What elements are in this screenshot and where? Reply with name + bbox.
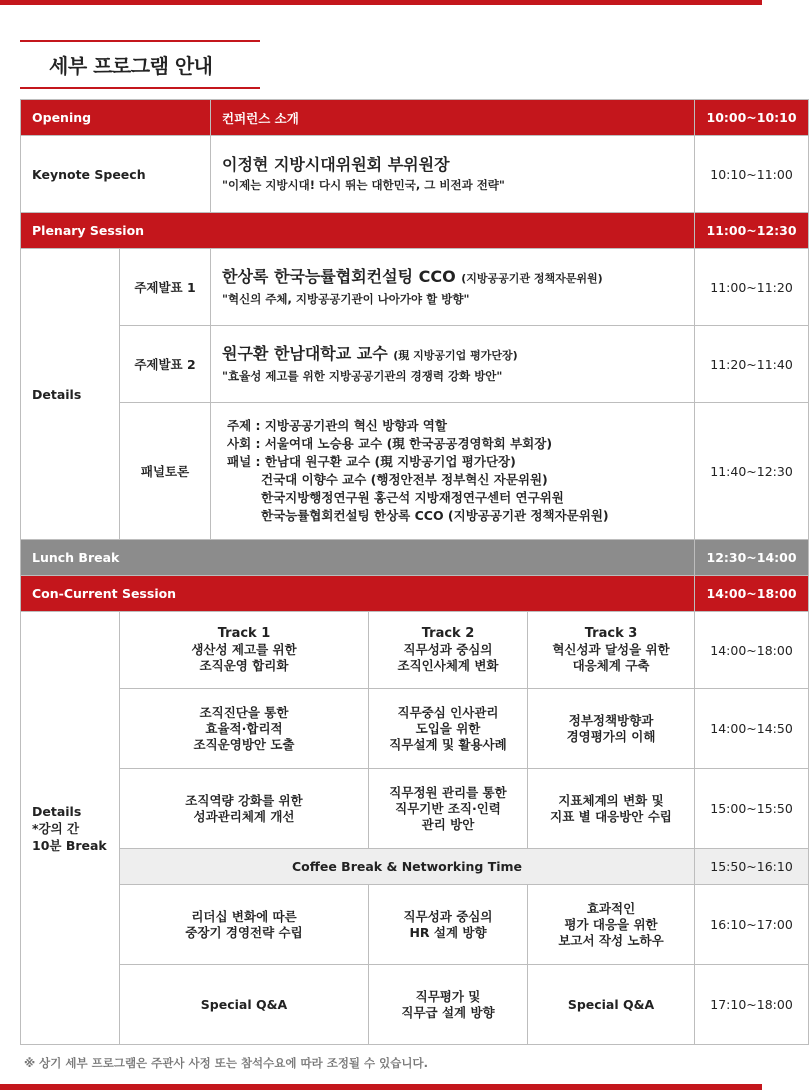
session-line: 평가 대응을 위한 — [564, 916, 658, 932]
session-line: Special Q&A — [200, 996, 288, 1012]
panel-line: 건국대 이향수 교수 (행정안전부 정부혁신 자문위원) — [261, 472, 548, 487]
session-line: 조직운영방안 도출 — [193, 736, 295, 752]
session-line: 조직역량 강화를 위한 — [185, 792, 303, 808]
session-time: 16:10~17:00 — [695, 885, 809, 965]
details2-line: *강의 간 — [32, 820, 80, 836]
track1-line: 생산성 제고를 위한 — [191, 642, 297, 657]
session-line: 관리 방안 — [421, 816, 475, 832]
track2-line: 조직인사체계 변화 — [397, 658, 499, 673]
talk1-time: 11:00~11:20 — [695, 249, 809, 326]
talk1-topic: "혁신의 주체, 지방공공기관이 나아가야 할 방향" — [222, 292, 470, 306]
tracks-time: 14:00~18:00 — [695, 612, 809, 689]
footnote: ※ 상기 세부 프로그램은 주관사 사정 또는 참석수요에 따라 조정될 수 있습니다. — [24, 1056, 428, 1070]
talk2-speaker: 원구환 한남대학교 교수 — [222, 344, 388, 363]
plenary-row — [21, 213, 809, 249]
lunch-label: Lunch Break — [21, 540, 695, 576]
session-line: 조직진단을 통한 — [199, 704, 289, 720]
title-frame — [20, 40, 260, 89]
session-time: 17:10~18:00 — [695, 965, 809, 1045]
opening-label: Opening — [21, 100, 211, 136]
panel-line: 한국능률협회컨설팅 한상록 CCO (지방공공기관 정책자문위원) — [261, 508, 609, 523]
keynote-label: Keynote Speech — [21, 136, 211, 213]
tracks-row — [21, 612, 809, 689]
session-line: 지표 별 대응방안 수립 — [550, 808, 672, 824]
talk2-topic: "효율성 제고를 위한 지방공공기관의 경쟁력 강화 방안" — [222, 369, 503, 383]
top-accent-bar — [0, 0, 762, 5]
session-line: 직무급 설계 방향 — [401, 1004, 495, 1020]
concurrent-row — [21, 576, 809, 612]
opening-row — [21, 100, 809, 136]
session-line: 경영평가의 이해 — [566, 728, 656, 744]
session-line: 효율적·합리적 — [205, 720, 283, 736]
talk2-affil: (現 지방공기업 평가단장) — [393, 349, 518, 362]
panel-line: 패널 : 한남대 원구환 교수 (現 지방공기업 평가단장) — [227, 454, 516, 469]
panel-time: 11:40~12:30 — [695, 403, 809, 540]
talk1-speaker: 한상록 한국능률협회컨설팅 CCO — [222, 267, 456, 286]
keynote-speaker: 이정현 지방시대위원회 부위원장 — [222, 155, 450, 174]
session-row-2 — [21, 769, 809, 849]
session-line: 직무정원 관리를 통한 — [389, 784, 507, 800]
panel-line: 주제 : 지방공공기관의 혁신 방향과 역할 — [227, 418, 447, 433]
talk2-label: 주제발표 2 — [120, 326, 211, 403]
plenary-time: 11:00~12:30 — [695, 213, 809, 249]
concurrent-label: Con-Current Session — [21, 576, 695, 612]
track2-name: Track 2 — [421, 626, 475, 641]
keynote-topic: "이제는 지방시대! 다시 뛰는 대한민국, 그 비전과 전략" — [222, 178, 505, 192]
session-line: 직무성과 중심의 — [403, 908, 493, 924]
track3-line: 대응체계 구축 — [572, 658, 650, 673]
talk1-affil: (지방공공기관 정책자문위원) — [461, 272, 603, 285]
talk2-time: 11:20~11:40 — [695, 326, 809, 403]
lunch-row — [21, 540, 809, 576]
bottom-accent-bar — [0, 1084, 762, 1090]
details2-line: Details — [32, 803, 82, 819]
program-table — [20, 99, 809, 1045]
session-line: Special Q&A — [567, 996, 655, 1012]
session-line: 성과관리체계 개선 — [193, 808, 295, 824]
panel-line: 한국지방행정연구원 홍근석 지방재정연구센터 연구위원 — [261, 490, 564, 505]
session-line: 보고서 작성 노하우 — [558, 932, 664, 948]
opening-content: 컨퍼런스 소개 — [211, 100, 695, 136]
track2-line: 직무성과 중심의 — [403, 642, 493, 657]
session-line: 리더십 변화에 따른 — [191, 908, 297, 924]
lunch-time: 12:30~14:00 — [695, 540, 809, 576]
page-title: 세부 프로그램 안내 — [49, 54, 213, 78]
session-time: 15:00~15:50 — [695, 769, 809, 849]
session-row-3 — [21, 885, 809, 965]
coffee-time: 15:50~16:10 — [695, 849, 809, 885]
session-line: 직무설계 및 활용사례 — [389, 736, 507, 752]
session-row-4 — [21, 965, 809, 1045]
panel-line: 사회 : 서울여대 노승용 교수 (現 한국공공경영학회 부회장) — [227, 436, 553, 451]
keynote-time: 10:10~11:00 — [695, 136, 809, 213]
session-line: HR 설계 방향 — [409, 924, 487, 940]
panel-label: 패널토론 — [120, 403, 211, 540]
session-line: 지표체계의 변화 및 — [558, 792, 664, 808]
keynote-row — [21, 136, 809, 213]
coffee-label: Coffee Break & Networking Time — [120, 849, 695, 885]
session-line: 직무평가 및 — [415, 988, 481, 1004]
track3-name: Track 3 — [584, 626, 638, 641]
session-line: 직무기반 조직·인력 — [395, 800, 501, 816]
talk2-row — [21, 326, 809, 403]
talk1-row — [21, 249, 809, 326]
details2-line: 10분 Break — [32, 837, 107, 853]
opening-time: 10:00~10:10 — [695, 100, 809, 136]
session-line: 효과적인 — [586, 900, 636, 916]
talk1-label: 주제발표 1 — [120, 249, 211, 326]
concurrent-time: 14:00~18:00 — [695, 576, 809, 612]
track1-name: Track 1 — [217, 626, 271, 641]
coffee-row — [21, 849, 809, 885]
session-row-1 — [21, 689, 809, 769]
details-label: Details — [21, 249, 120, 540]
panel-row — [21, 403, 809, 540]
track3-line: 혁신성과 달성을 위한 — [552, 642, 670, 657]
session-line: 정부정책방향과 — [568, 712, 654, 728]
session-line: 중장기 경영전략 수립 — [185, 924, 303, 940]
plenary-label: Plenary Session — [21, 213, 695, 249]
session-line: 도입을 위한 — [415, 720, 481, 736]
track1-line: 조직운영 합리화 — [199, 658, 289, 673]
session-time: 14:00~14:50 — [695, 689, 809, 769]
session-line: 직무중심 인사관리 — [397, 704, 499, 720]
